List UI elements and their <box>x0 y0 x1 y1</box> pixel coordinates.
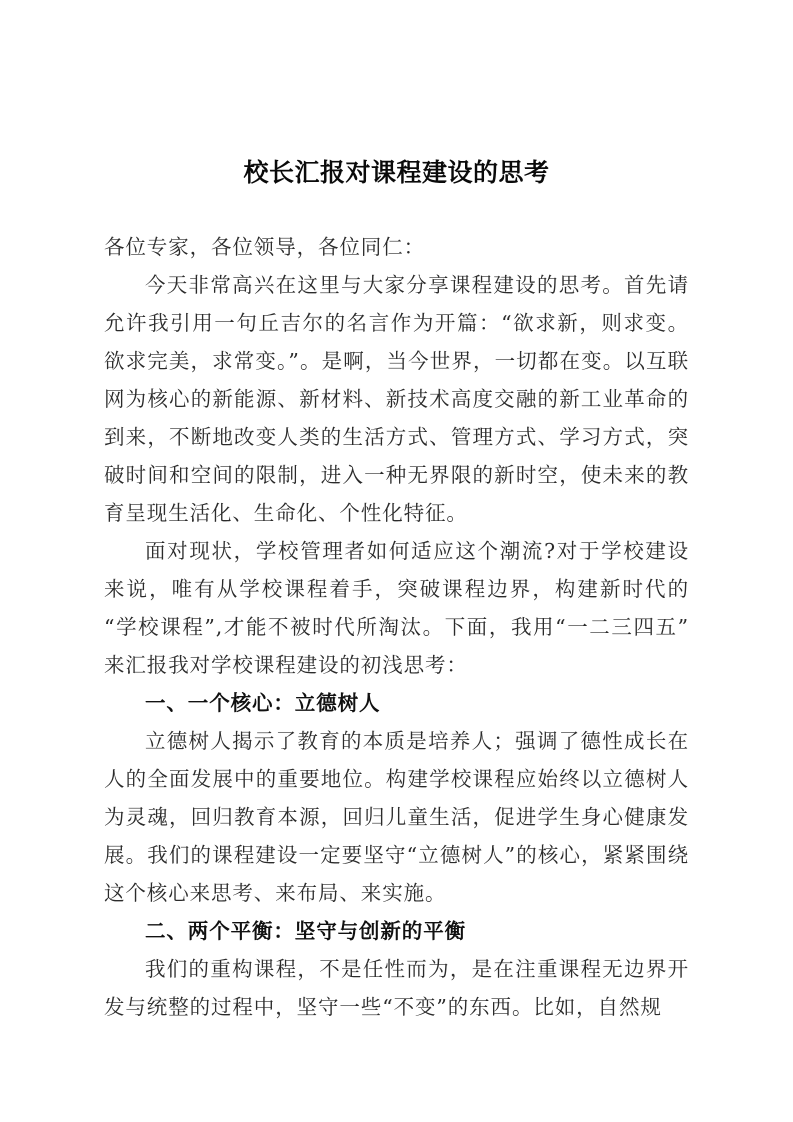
paragraph-current-situation: 面对现状，学校管理者如何适应这个潮流?对于学校建设来说，唯有从学校课程着手，突破课程边界，构建新时代的“学校课程”,才能不被时代所淘汰。下面，我用“一二三四五”来汇报我对学校课程建设的初浅思考： <box>104 539 689 677</box>
section-heading-two-balances: 二、两个平衡：坚守与创新的平衡 <box>145 919 466 943</box>
paragraph-moral-education: 立德树人揭示了教育的本质是培养人；强调了德性成长在人的全面发展中的重要地位。构建学校课程应始终以立德树人为灵魂，回归教育本源，回归儿童生活，促进学生身心健康发展。我们的课程建设一定要坚守“立德树人”的核心，紧紧围绕这个核心来思考、来布局、来实施。 <box>104 729 689 905</box>
paragraph-opening-remarks: 今天非常高兴在这里与大家分享课程建设的思考。首先请允许我引用一句丘吉尔的名言作为开篇：“欲求新，则求变。欲求完美，求常变。”。是啊，当今世界，一切都在变。以互联网为核心的新能源、新材料、新技术高度交融的新工业革命的到来，不断地改变人类的生活方式、管理方式、学习方式，突破时间和空间的限制，进入一种无界限的新时空，使未来的教育呈现生活化、生命化、个性化特征。 <box>104 273 689 525</box>
page-content-column <box>104 0 689 1026</box>
paragraph-restructuring-courses: 我们的重构课程，不是任性而为，是在注重课程无边界开发与统整的过程中，坚守一些“不变”的东西。比如，自然规 <box>104 957 689 1019</box>
page-title: 校长汇报对课程建设的思考 <box>243 158 550 187</box>
document-body <box>104 190 689 1026</box>
salutation-paragraph: 各位专家，各位领导，各位同仁： <box>104 235 425 259</box>
section-heading-one-core: 一、一个核心：立德树人 <box>145 691 381 715</box>
